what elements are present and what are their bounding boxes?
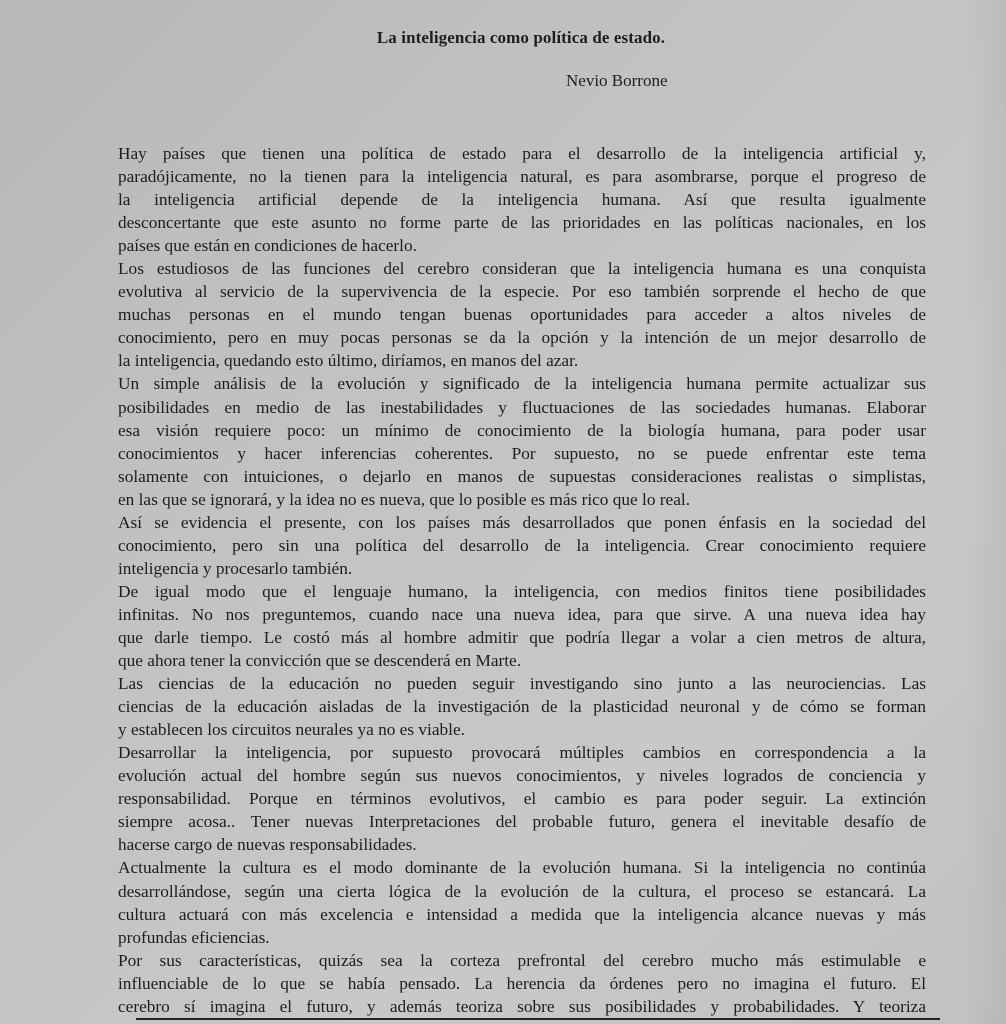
text-line: Actualmente la cultura es el modo dominante de la evolución humana. Si la inteligencia no continúa bbox=[118, 858, 926, 878]
document-body bbox=[118, 142, 926, 1018]
text-line: De igual modo que el lenguaje humano, la inteligencia, con medios finitos tiene posibilidades bbox=[118, 581, 926, 601]
document-author: Nevio Borrone bbox=[566, 71, 668, 90]
text-line: Un simple análisis de la evolución y significado de la inteligencia humana permite actualizar sus bbox=[118, 374, 926, 394]
text-line: Desarrollar la inteligencia, por supuesto provocará múltiples cambios en correspondencia a la bbox=[118, 743, 926, 763]
text-line: Las ciencias de la educación no pueden seguir investigando sino junto a las neurociencias. Las bbox=[118, 674, 926, 694]
paragraph bbox=[118, 511, 926, 580]
text-line: Los estudiosos de las funciones del cerebro consideran que la inteligencia humana es una conquista bbox=[118, 259, 926, 279]
text-line: evolutiva al servicio de la supervivencia de la especie. Por eso también sorprende el hecho de que bbox=[118, 282, 926, 302]
text-line: conocimientos y hacer inferencias coherentes. Por supuesto, no se puede enfrentar este tema bbox=[118, 443, 926, 463]
text-line: y establecen los circuitos neurales ya no es viable. bbox=[118, 720, 465, 740]
text-line: que ahora tener la convicción que se descenderá en Marte. bbox=[118, 651, 522, 671]
text-line: esa visión requiere poco: un mínimo de conocimiento de la biología humana, para poder usar bbox=[118, 420, 926, 440]
text-line: países que están en condiciones de hacerlo. bbox=[118, 236, 417, 256]
paragraph bbox=[118, 672, 926, 741]
text-line: la inteligencia artificial depende de la inteligencia humana. Así que resulta igualmente bbox=[118, 190, 926, 210]
text-line: influenciable de lo que se había pensado. La herencia da órdenes pero no imagina el futuro. El bbox=[118, 973, 926, 993]
text-line: cerebro sí imagina el futuro, y además teoriza sobre sus posibilidades y probabilidades. Y teoriza bbox=[118, 996, 926, 1016]
paragraph bbox=[118, 257, 926, 372]
text-line: hacerse cargo de nuevas responsabilidades. bbox=[118, 835, 417, 855]
text-line: cultura actuará con más excelencia e intensidad a medida que la inteligencia alcance nuevas y más bbox=[118, 904, 926, 924]
text-line: Así se evidencia el presente, con los países más desarrollados que ponen énfasis en la sociedad del bbox=[118, 512, 926, 532]
text-line: solamente con intuiciones, o dejarlo en manos de supuestas consideraciones realistas o simplistas, bbox=[118, 466, 926, 486]
text-line: Hay países que tienen una política de estado para el desarrollo de la inteligencia artificial y, bbox=[118, 144, 926, 163]
paragraph bbox=[118, 856, 926, 948]
paragraph bbox=[118, 580, 926, 672]
text-line: responsabilidad. Porque en términos evolutivos, el cambio es para poder seguir. La extinción bbox=[118, 789, 926, 809]
text-line: paradójicamente, no la tienen para la inteligencia natural, es para asombrarse, porque el progreso de bbox=[118, 167, 926, 187]
text-line: que darle tiempo. Le costó más al hombre admitir que podría llegar a volar a cien metros de altura, bbox=[118, 627, 926, 647]
page-shadow bbox=[966, 0, 1006, 1024]
text-line: infinitas. No nos preguntemos, cuando nace una nueva idea, para que sirve. A una nueva idea hay bbox=[118, 604, 926, 624]
paragraph bbox=[118, 741, 926, 856]
footer-rule bbox=[136, 1018, 940, 1020]
text-line: muchas personas en el mundo tengan buenas oportunidades para acceder a altos niveles de bbox=[118, 305, 926, 325]
text-line: inteligencia y procesarlo también. bbox=[118, 558, 353, 578]
text-line: la inteligencia, quedando esto último, diríamos, en manos del azar. bbox=[118, 351, 579, 371]
text-line: profundas eficiencias. bbox=[118, 927, 270, 947]
text-line: conocimiento, pero en muy pocas personas se da la opción y la intención de un mejor desarrollo de bbox=[118, 328, 926, 348]
text-line: desconcertante que este asunto no forme parte de las prioridades en las políticas nacionales, en los bbox=[118, 213, 926, 233]
paragraph bbox=[118, 372, 926, 510]
text-line: evolución actual del hombre según sus nuevos conocimientos, y niveles logrados de conciencia y bbox=[118, 766, 926, 786]
text-line: posibilidades en medio de las inestabilidades y fluctuaciones de las sociedades humanas. Elaborar bbox=[118, 397, 926, 417]
text-line: siempre acosa.. Tener nuevas Interpretaciones del probable futuro, genera el inevitable desafío de bbox=[118, 812, 926, 832]
text-line: Por sus características, quizás sea la corteza prefrontal del cerebro mucho más estimulable e bbox=[118, 950, 926, 970]
text-line: ciencias de la educación aisladas de la investigación de la plasticidad neuronal y de cómo se forman bbox=[118, 697, 926, 717]
paragraph bbox=[118, 949, 926, 1018]
document-title: La inteligencia como política de estado. bbox=[376, 28, 666, 47]
text-line: conocimiento, pero sin una política del desarrollo de la inteligencia. Crear conocimiento requiere bbox=[118, 535, 926, 555]
text-line: desarrollándose, según una cierta lógica de la evolución de la cultura, el proceso se estancará. La bbox=[118, 881, 926, 901]
text-line: en las que se ignorará, y la idea no es nueva, que lo posible es más rico que lo real. bbox=[118, 489, 691, 509]
paragraph bbox=[118, 142, 926, 257]
